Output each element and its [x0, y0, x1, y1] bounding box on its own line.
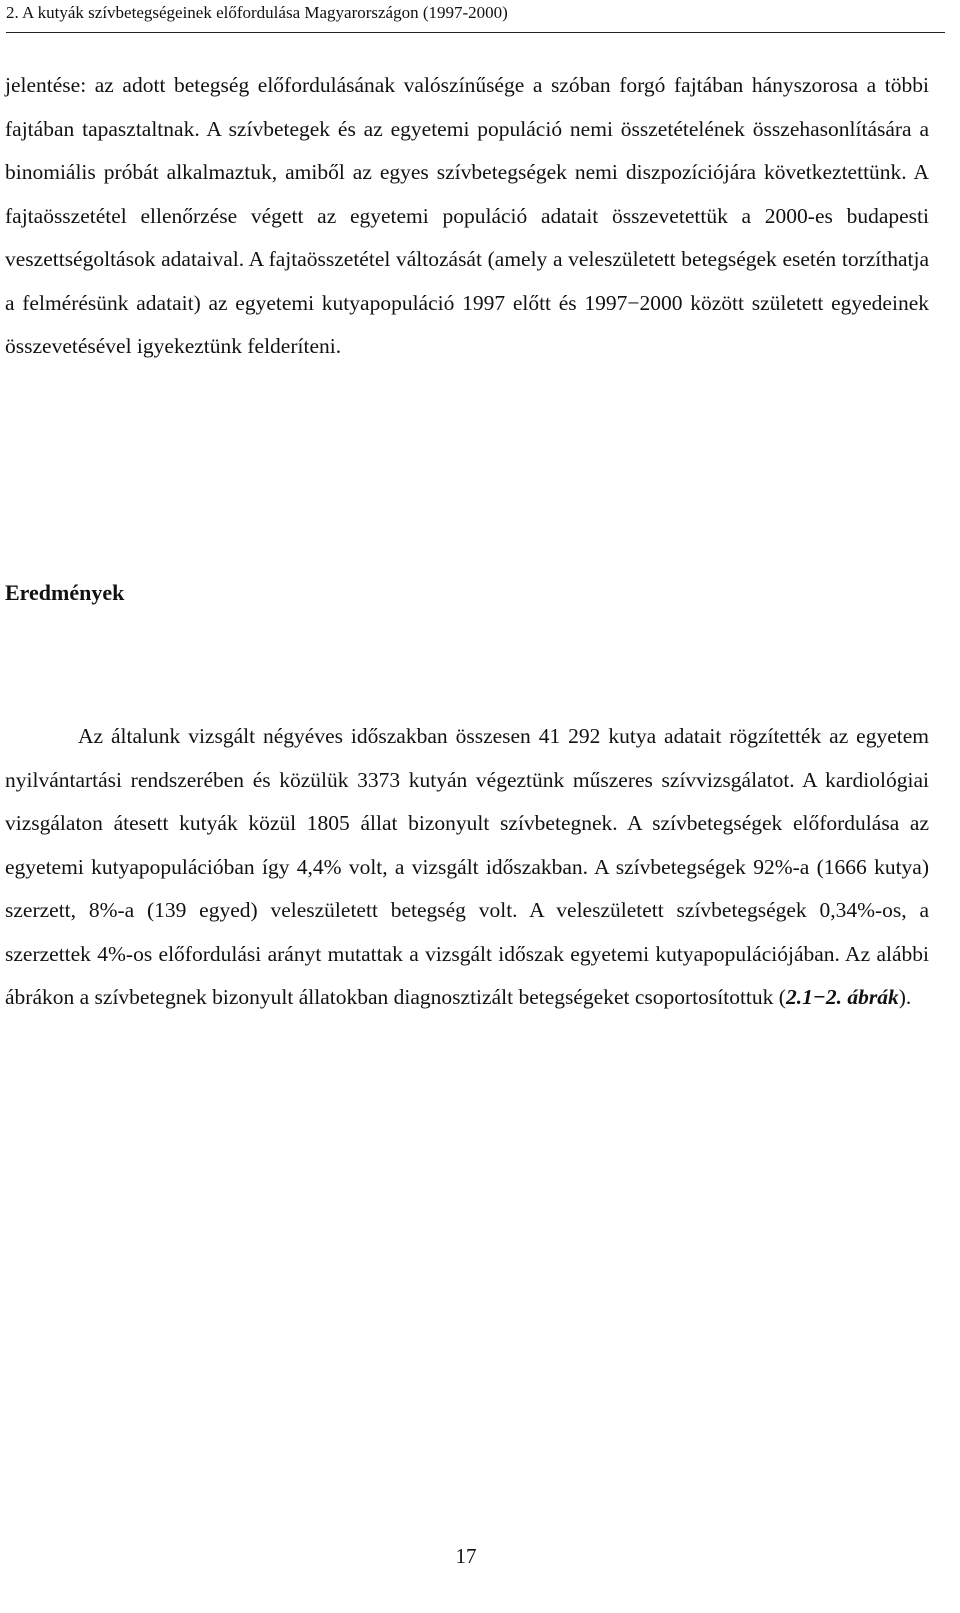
- results-paragraph-text: Az általunk vizsgált négyéves időszakban összesen 41 292 kutya adatait rögzítették az egyetem nyilvántartási rendszerében és közülük 3373 kutyán végeztünk műszeres szívvizsgálatot. A kardiológiai vizsgálaton átesett kutyák közül 1805 állat bizonyult szívbetegnek. A szívbetegségek előfordulása az egyetemi kutyapopulációban így 4,4% volt, a vizsgált időszakban. A szívbetegségek 92%-a (1666 kutya) szerzett, 8%-a (139 egyed) veleszületett betegség volt. A veleszületett szívbetegségek 0,34%-os, a szerzettek 4%-os előfordulási arányt mutattak a vizsgált időszak egyetemi kutyapopulációjában. Az alábbi ábrákon a szívbetegnek bizonyult állatokban diagnosztizált betegségeket csoportosítottuk: [5, 724, 929, 1009]
- results-paragraph: [5, 715, 929, 1020]
- figure-reference: 2.1−2. ábrák: [785, 985, 899, 1009]
- section-heading-results: Eredmények: [5, 580, 125, 605]
- methods-paragraph: jelentése: az adott betegség előfordulásának valószínűsége a szóban forgó fajtában hányszorosa a többi fajtában tapasztaltnak. A szívbetegek és az egyetemi populáció nemi összetételének összehasonlítására a binomiális próbát alkalmaztuk, amiből az egyes szívbetegségek nemi diszpozíciójára következtettünk. A fajtaösszetétel ellenőrzése végett az egyetemi populáció adatait összevetettük a 2000-es budapesti veszettségoltások adataival. A fajtaösszetétel változását (amely a veleszületett betegségek esetén torzíthatja a felmérésünk adatait) az egyetemi kutyapopuláció 1997 előtt és 1997−2000 között született egyedeinek összevetésével igyekeztünk felderíteni.: [5, 73, 929, 358]
- running-header: 2. A kutyák szívbetegségeinek előfordulása Magyarországon (1997-2000): [6, 0, 945, 33]
- page-number: 17: [455, 1544, 477, 1568]
- figure-ref-close: ).: [898, 985, 912, 1009]
- figure-ref-open: (: [778, 985, 786, 1009]
